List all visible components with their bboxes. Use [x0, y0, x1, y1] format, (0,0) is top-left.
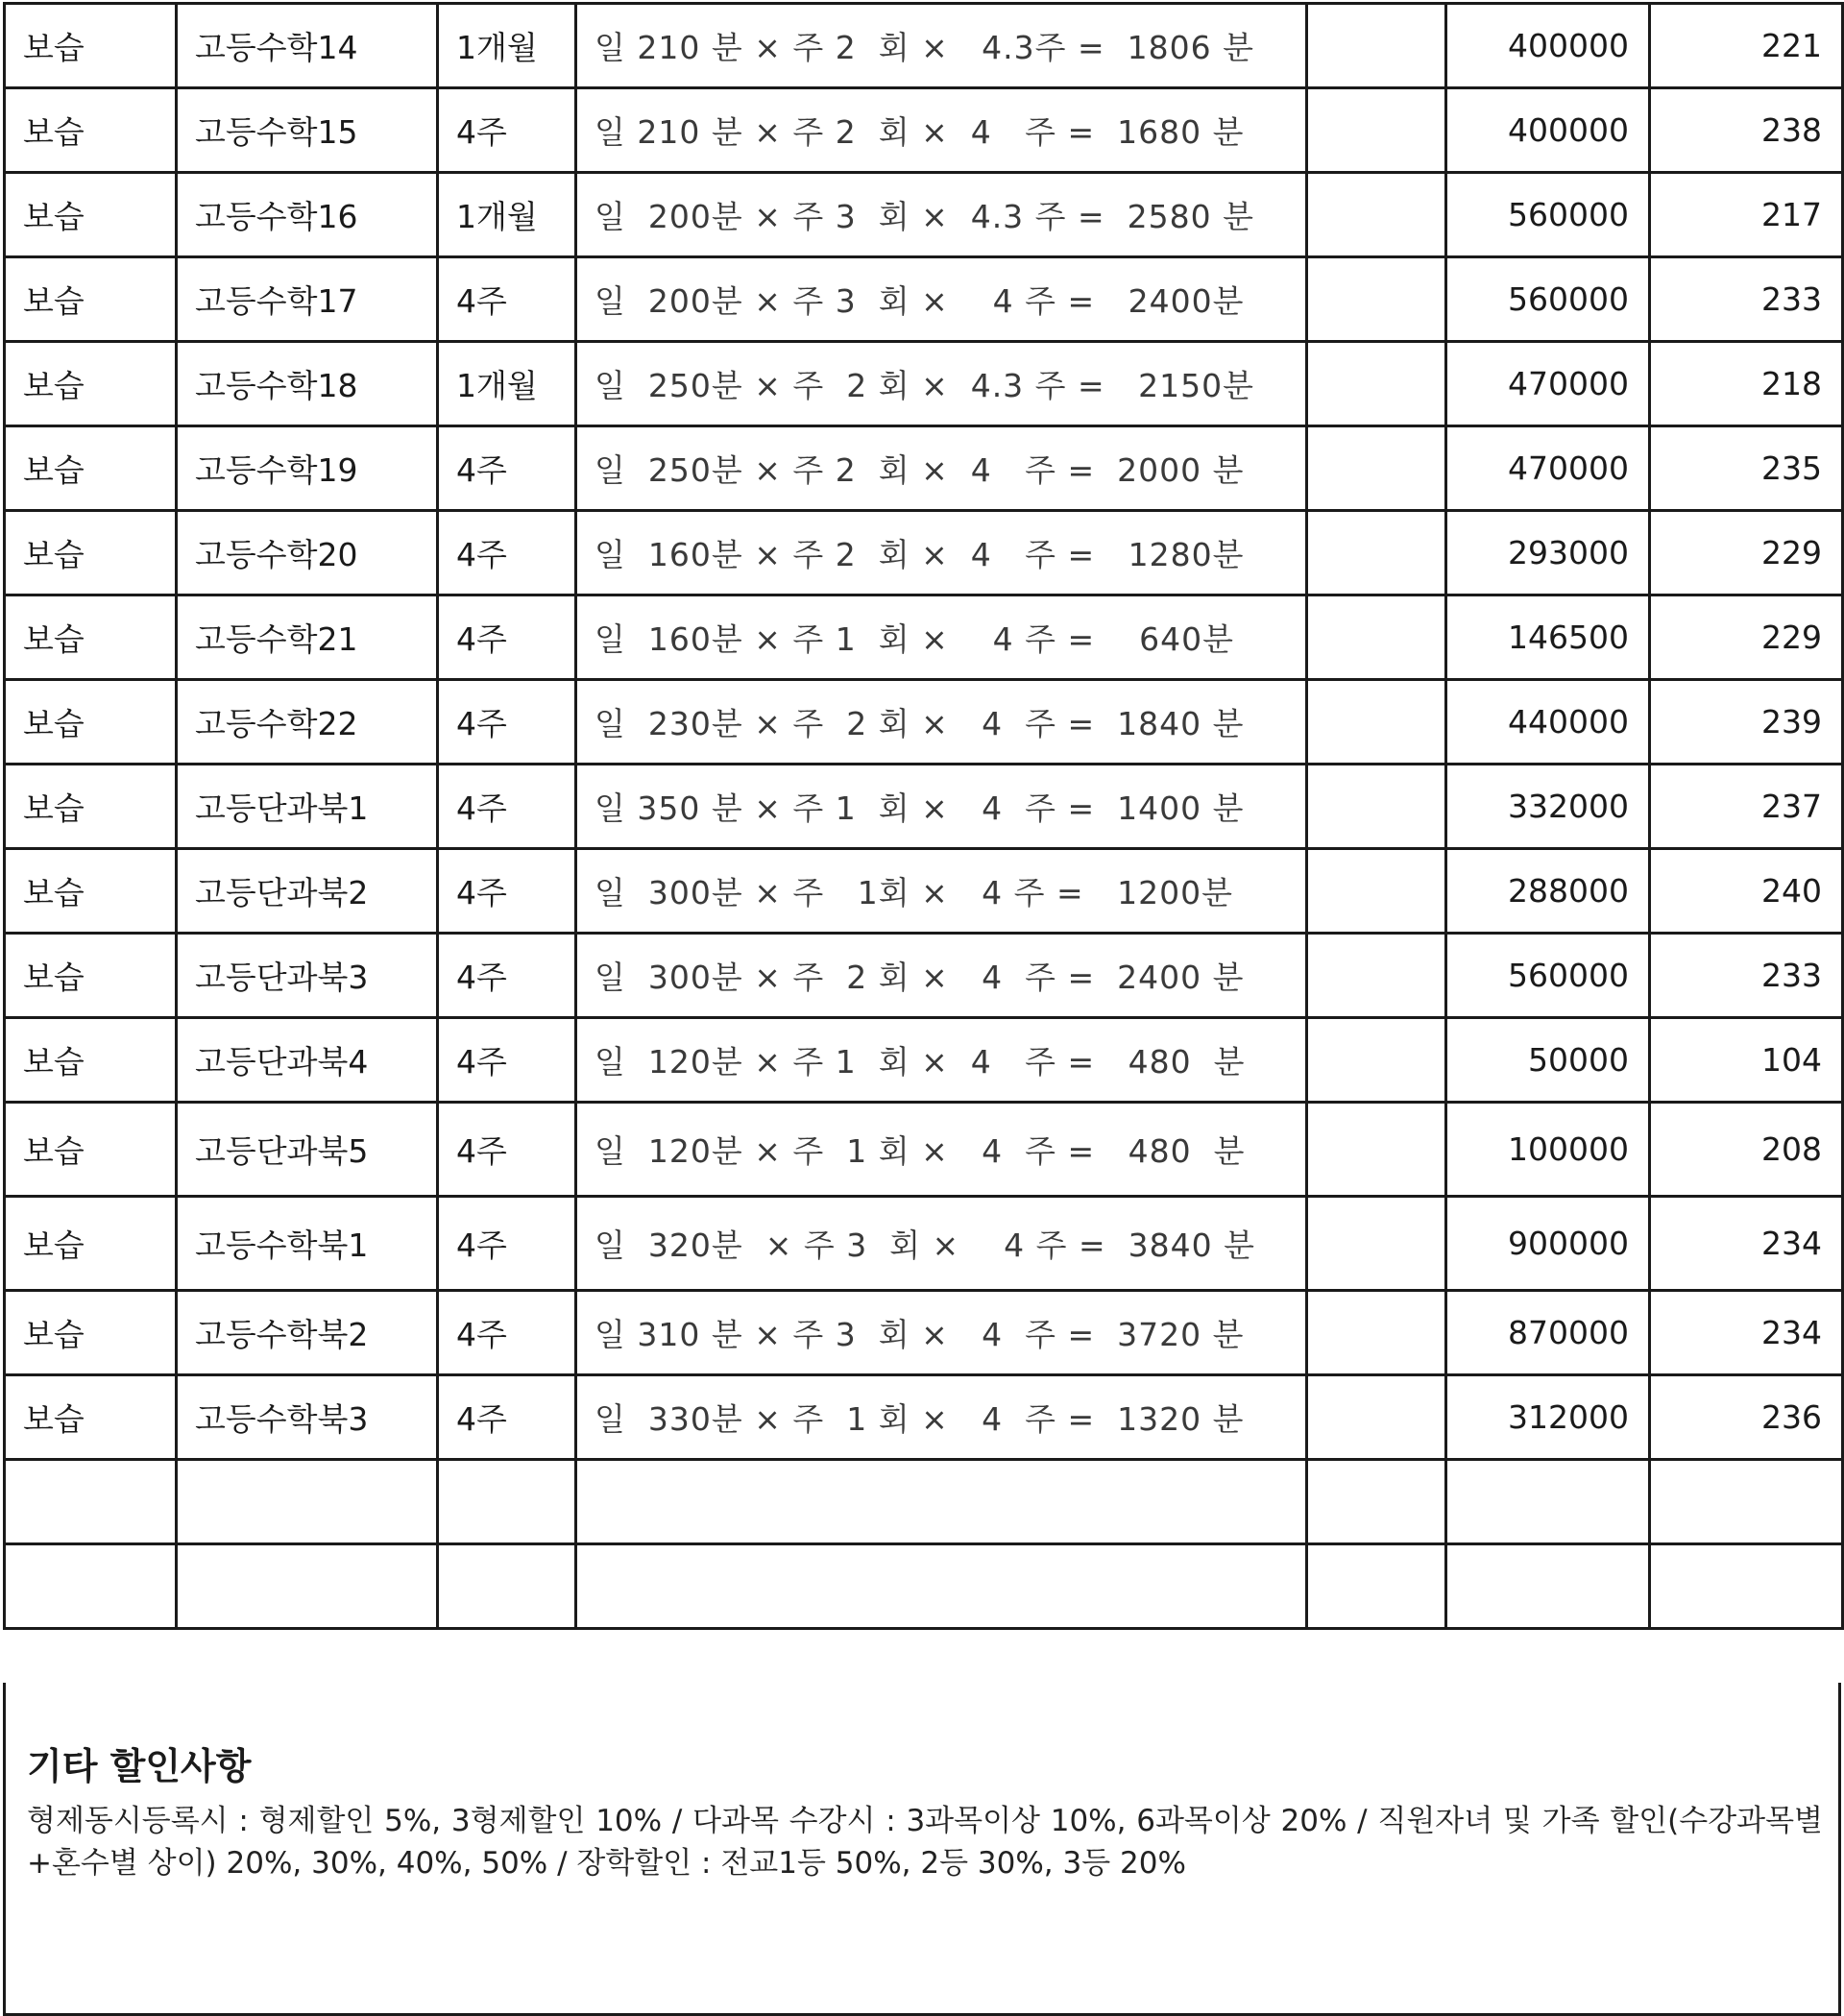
- category-cell: 보습: [5, 511, 177, 595]
- fee-cell: 332000: [1446, 765, 1650, 849]
- fee-cell: 560000: [1446, 257, 1650, 342]
- period-cell: 4주: [438, 1291, 576, 1375]
- table-row: [5, 1544, 1843, 1629]
- blank-cell: [1307, 934, 1446, 1018]
- blank-cell: [1307, 595, 1446, 680]
- table-row: [5, 680, 1843, 765]
- table-row: [5, 1197, 1843, 1291]
- course-name-cell: 고등수학북3: [177, 1375, 438, 1460]
- count-cell: 240: [1650, 849, 1843, 934]
- course-name-cell: 고등수학22: [177, 680, 438, 765]
- table-row: [5, 173, 1843, 257]
- time-formula-cell: 일 120분 × 주 1 회 × 4 주 = 480 분: [576, 1018, 1307, 1103]
- count-cell: 233: [1650, 257, 1843, 342]
- table-row: [5, 849, 1843, 934]
- blank-cell: [1307, 1018, 1446, 1103]
- fee-table: [3, 2, 1844, 1630]
- course-name-cell: 고등단과북3: [177, 934, 438, 1018]
- category-cell: 보습: [5, 1291, 177, 1375]
- course-name-cell: [177, 1544, 438, 1629]
- fee-cell: 470000: [1446, 426, 1650, 511]
- category-cell: 보습: [5, 1018, 177, 1103]
- count-cell: 234: [1650, 1197, 1843, 1291]
- count-cell: 237: [1650, 765, 1843, 849]
- blank-cell: [1307, 1544, 1446, 1629]
- count-cell: 239: [1650, 680, 1843, 765]
- time-formula-cell: 일 330분 × 주 1 회 × 4 주 = 1320 분: [576, 1375, 1307, 1460]
- course-name-cell: 고등수학21: [177, 595, 438, 680]
- blank-cell: [1307, 88, 1446, 173]
- category-cell: 보습: [5, 4, 177, 88]
- fee-cell: [1446, 1544, 1650, 1629]
- period-cell: [438, 1544, 576, 1629]
- category-cell: 보습: [5, 173, 177, 257]
- table-row: [5, 1460, 1843, 1544]
- time-formula-cell: 일 350 분 × 주 1 회 × 4 주 = 1400 분: [576, 765, 1307, 849]
- count-cell: [1650, 1460, 1843, 1544]
- time-formula-cell: 일 120분 × 주 1 회 × 4 주 = 480 분: [576, 1103, 1307, 1197]
- blank-cell: [1307, 1375, 1446, 1460]
- time-formula-cell: 일 250분 × 주 2 회 × 4 주 = 2000 분: [576, 426, 1307, 511]
- time-formula-cell: [576, 1460, 1307, 1544]
- fee-cell: 440000: [1446, 680, 1650, 765]
- fee-cell: 50000: [1446, 1018, 1650, 1103]
- time-formula-cell: 일 310 분 × 주 3 회 × 4 주 = 3720 분: [576, 1291, 1307, 1375]
- course-name-cell: 고등단과북2: [177, 849, 438, 934]
- course-name-cell: 고등수학18: [177, 342, 438, 426]
- time-formula-cell: [576, 1544, 1307, 1629]
- category-cell: 보습: [5, 680, 177, 765]
- blank-cell: [1307, 257, 1446, 342]
- course-name-cell: 고등수학14: [177, 4, 438, 88]
- category-cell: 보습: [5, 849, 177, 934]
- category-cell: 보습: [5, 1375, 177, 1460]
- course-name-cell: 고등수학북1: [177, 1197, 438, 1291]
- category-cell: 보습: [5, 765, 177, 849]
- fee-cell: 560000: [1446, 934, 1650, 1018]
- time-formula-cell: 일 210 분 × 주 2 회 × 4.3주 = 1806 분: [576, 4, 1307, 88]
- time-formula-cell: 일 300분 × 주 1회 × 4 주 = 1200분: [576, 849, 1307, 934]
- table-row: [5, 1018, 1843, 1103]
- table-row: [5, 765, 1843, 849]
- table-row: [5, 1375, 1843, 1460]
- course-name-cell: 고등단과북5: [177, 1103, 438, 1197]
- count-cell: [1650, 1544, 1843, 1629]
- time-formula-cell: 일 300분 × 주 2 회 × 4 주 = 2400 분: [576, 934, 1307, 1018]
- count-cell: 208: [1650, 1103, 1843, 1197]
- period-cell: 4주: [438, 1018, 576, 1103]
- count-cell: 233: [1650, 934, 1843, 1018]
- period-cell: 4주: [438, 1103, 576, 1197]
- count-cell: 221: [1650, 4, 1843, 88]
- table-row: [5, 1103, 1843, 1197]
- period-cell: 4주: [438, 511, 576, 595]
- time-formula-cell: 일 230분 × 주 2 회 × 4 주 = 1840 분: [576, 680, 1307, 765]
- table-row: [5, 511, 1843, 595]
- category-cell: 보습: [5, 257, 177, 342]
- category-cell: 보습: [5, 1197, 177, 1291]
- count-cell: 229: [1650, 511, 1843, 595]
- blank-cell: [1307, 1197, 1446, 1291]
- count-cell: 235: [1650, 426, 1843, 511]
- count-cell: 217: [1650, 173, 1843, 257]
- time-formula-cell: 일 160분 × 주 2 회 × 4 주 = 1280분: [576, 511, 1307, 595]
- time-formula-cell: 일 210 분 × 주 2 회 × 4 주 = 1680 분: [576, 88, 1307, 173]
- period-cell: 4주: [438, 88, 576, 173]
- category-cell: 보습: [5, 426, 177, 511]
- blank-cell: [1307, 426, 1446, 511]
- period-cell: 4주: [438, 426, 576, 511]
- category-cell: [5, 1544, 177, 1629]
- table-row: [5, 1291, 1843, 1375]
- blank-cell: [1307, 1291, 1446, 1375]
- fee-cell: 146500: [1446, 595, 1650, 680]
- period-cell: 4주: [438, 595, 576, 680]
- fee-table-body: [5, 4, 1843, 1629]
- fee-cell: 293000: [1446, 511, 1650, 595]
- course-name-cell: 고등수학16: [177, 173, 438, 257]
- table-row: [5, 4, 1843, 88]
- time-formula-cell: 일 250분 × 주 2 회 × 4.3 주 = 2150분: [576, 342, 1307, 426]
- category-cell: 보습: [5, 934, 177, 1018]
- fee-cell: 400000: [1446, 4, 1650, 88]
- category-cell: 보습: [5, 342, 177, 426]
- count-cell: 104: [1650, 1018, 1843, 1103]
- table-row: [5, 595, 1843, 680]
- time-formula-cell: 일 200분 × 주 3 회 × 4.3 주 = 2580 분: [576, 173, 1307, 257]
- fee-cell: 312000: [1446, 1375, 1650, 1460]
- course-name-cell: [177, 1460, 438, 1544]
- blank-cell: [1307, 173, 1446, 257]
- count-cell: 238: [1650, 88, 1843, 173]
- course-name-cell: 고등수학북2: [177, 1291, 438, 1375]
- blank-cell: [1307, 342, 1446, 426]
- fee-cell: 470000: [1446, 342, 1650, 426]
- blank-cell: [1307, 1460, 1446, 1544]
- course-name-cell: 고등수학15: [177, 88, 438, 173]
- table-row: [5, 257, 1843, 342]
- course-name-cell: 고등단과북4: [177, 1018, 438, 1103]
- period-cell: 4주: [438, 765, 576, 849]
- time-formula-cell: 일 200분 × 주 3 회 × 4 주 = 2400분: [576, 257, 1307, 342]
- category-cell: 보습: [5, 1103, 177, 1197]
- period-cell: 4주: [438, 1197, 576, 1291]
- fee-cell: [1446, 1460, 1650, 1544]
- period-cell: 4주: [438, 934, 576, 1018]
- period-cell: 4주: [438, 1375, 576, 1460]
- blank-cell: [1307, 849, 1446, 934]
- count-cell: 229: [1650, 595, 1843, 680]
- blank-cell: [1307, 1103, 1446, 1197]
- category-cell: 보습: [5, 595, 177, 680]
- time-formula-cell: 일 160분 × 주 1 회 × 4 주 = 640분: [576, 595, 1307, 680]
- period-cell: 1개월: [438, 342, 576, 426]
- table-row: [5, 88, 1843, 173]
- discount-notes: [3, 1683, 1841, 2016]
- table-row: [5, 934, 1843, 1018]
- blank-cell: [1307, 680, 1446, 765]
- period-cell: [438, 1460, 576, 1544]
- course-name-cell: 고등수학20: [177, 511, 438, 595]
- course-name-cell: 고등수학19: [177, 426, 438, 511]
- discount-notes-title: 기타 할인사항: [27, 1745, 252, 1787]
- period-cell: 4주: [438, 257, 576, 342]
- fee-cell: 900000: [1446, 1197, 1650, 1291]
- blank-cell: [1307, 4, 1446, 88]
- count-cell: 234: [1650, 1291, 1843, 1375]
- period-cell: 4주: [438, 680, 576, 765]
- fee-cell: 288000: [1446, 849, 1650, 934]
- course-name-cell: 고등수학17: [177, 257, 438, 342]
- fee-cell: 870000: [1446, 1291, 1650, 1375]
- discount-notes-text: 형제동시등록시 : 형제할인 5%, 3형제할인 10% / 다과목 수강시 : 3과목이상 10%, 6과목이상 20% / 직원자녀 및 가족 할인(수강과목별+혼수별 상이) 20%, 30%, 40%, 50% / 장학할인 : 전교1등 50%, 2등 30%, 3등 20%: [27, 1804, 1823, 1881]
- time-formula-cell: 일 320분 × 주 3 회 × 4 주 = 3840 분: [576, 1197, 1307, 1291]
- table-row: [5, 342, 1843, 426]
- blank-cell: [1307, 511, 1446, 595]
- fee-cell: 400000: [1446, 88, 1650, 173]
- period-cell: 4주: [438, 849, 576, 934]
- category-cell: 보습: [5, 88, 177, 173]
- fee-cell: 100000: [1446, 1103, 1650, 1197]
- count-cell: 236: [1650, 1375, 1843, 1460]
- blank-cell: [1307, 765, 1446, 849]
- fee-cell: 560000: [1446, 173, 1650, 257]
- period-cell: 1개월: [438, 173, 576, 257]
- count-cell: 218: [1650, 342, 1843, 426]
- category-cell: [5, 1460, 177, 1544]
- period-cell: 1개월: [438, 4, 576, 88]
- course-name-cell: 고등단과북1: [177, 765, 438, 849]
- table-row: [5, 426, 1843, 511]
